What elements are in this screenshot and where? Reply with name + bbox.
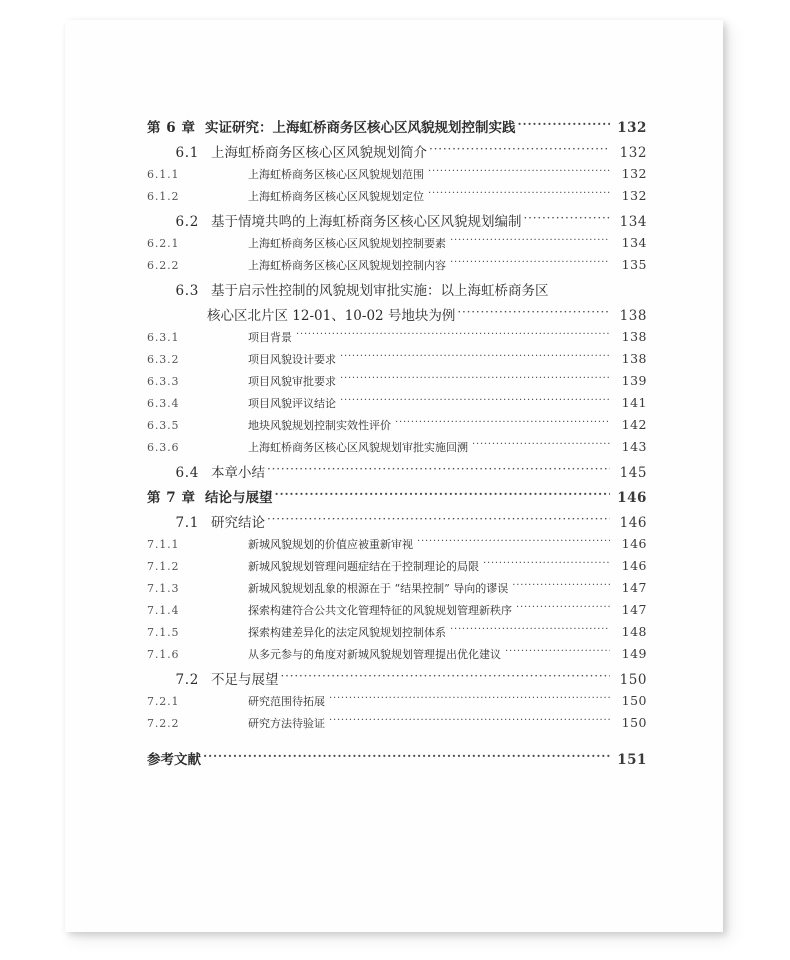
toc-entry-page-number: 145 (619, 465, 647, 481)
toc-entry-page-number: 150 (621, 693, 647, 708)
toc-entry-number: 7.1 (175, 515, 199, 531)
toc-entry-page-number: 132 (617, 120, 647, 136)
toc-entry-label: 上海虹桥商务区核心区风貌规划范围 (248, 168, 424, 181)
toc-entry-label: 核心区北片区 12-01、10-02 号地块为例 (207, 308, 456, 324)
toc-dot-leader (450, 625, 610, 636)
toc-dot-leader (472, 440, 610, 451)
toc-entry-label: 项目背景 (248, 331, 292, 344)
toc-entry-page-number: 132 (621, 188, 647, 203)
toc-entry-page-number: 151 (617, 752, 647, 768)
toc-dot-leader (275, 489, 611, 503)
table-of-contents (147, 116, 647, 773)
toc-subsection-entry (147, 715, 647, 737)
toc-entry-number: 6.4 (175, 465, 199, 481)
toc-entry-page-number: 138 (621, 329, 647, 344)
toc-entry-page-number: 147 (621, 580, 647, 595)
toc-dot-leader (267, 514, 610, 528)
toc-entry-number: 第 7 章 (147, 490, 196, 506)
toc-entry-label: 参考文献 (147, 752, 201, 768)
toc-entry-page-number: 146 (621, 558, 647, 573)
toc-subsection-entry (147, 188, 647, 210)
toc-entry-number: 6.1.2 (147, 190, 180, 203)
toc-entry-number: 6.3.4 (147, 397, 180, 410)
toc-entry-label: 研究方法待验证 (248, 717, 325, 730)
toc-entry-page-number: 141 (621, 395, 647, 410)
toc-subsection-entry (147, 439, 647, 461)
toc-entry-label: 新城风貌规划的价值应被重新审视 (248, 538, 413, 551)
toc-entry-label: 基于情境共鸣的上海虹桥商务区核心区风貌规划编制 (211, 214, 522, 230)
toc-dot-leader (267, 464, 610, 478)
toc-dot-leader (395, 418, 610, 429)
toc-entry-label: 新城风貌规划乱象的根源在于 “结果控制” 导向的谬误 (248, 582, 509, 595)
toc-entry-page-number: 146 (617, 490, 647, 506)
toc-dot-leader (483, 559, 610, 570)
toc-entry-label: 项目风貌设计要求 (248, 353, 336, 366)
toc-subsection-entry (147, 558, 647, 580)
toc-dot-leader (505, 647, 610, 658)
toc-entry-page-number: 143 (621, 439, 647, 454)
toc-subsection-entry (147, 417, 647, 439)
toc-entry-number: 6.2.1 (147, 237, 180, 250)
toc-entry-page-number: 134 (619, 214, 647, 230)
toc-entry-page-number: 138 (621, 351, 647, 366)
toc-dot-leader (329, 716, 610, 727)
toc-entry-label: 实证研究：上海虹桥商务区核心区风貌规划控制实践 (205, 120, 516, 136)
toc-subsection-entry (147, 624, 647, 646)
toc-section-entry (147, 461, 647, 486)
toc-subsection-entry (147, 646, 647, 668)
toc-entry-label: 探索构建差异化的法定风貌规划控制体系 (248, 626, 446, 639)
toc-entry-label: 上海虹桥商务区核心区风貌规划控制要素 (248, 237, 446, 250)
toc-dot-leader (340, 396, 610, 407)
toc-entry-number: 6.1.1 (147, 168, 180, 181)
toc-entry-label: 探索构建符合公共文化管理特征的风貌规划管理新秩序 (248, 604, 512, 617)
toc-entry-page-number: 148 (621, 624, 647, 639)
toc-subsection-entry (147, 602, 647, 624)
toc-entry-page-number: 134 (621, 235, 647, 250)
toc-entry-label: 研究范围待拓展 (248, 695, 325, 708)
toc-subsection-entry (147, 351, 647, 373)
toc-entry-number: 6.3.3 (147, 375, 180, 388)
toc-entry-label: 上海虹桥商务区核心区风貌规划定位 (248, 190, 424, 203)
toc-entry-number: 6.2.2 (147, 259, 180, 272)
toc-entry-page-number: 146 (621, 536, 647, 551)
toc-entry-label: 研究结论 (211, 515, 265, 531)
toc-dot-leader (512, 581, 610, 592)
toc-entry-label: 项目风貌评议结论 (248, 397, 336, 410)
toc-entry-number: 7.1.6 (147, 648, 180, 661)
toc-entry-number: 7.1.3 (147, 582, 180, 595)
toc-entry-page-number: 146 (619, 515, 647, 531)
toc-section-entry (147, 210, 647, 235)
toc-entry-label: 上海虹桥商务区核心区风貌规划审批实施回溯 (248, 441, 468, 454)
toc-dot-leader (340, 374, 610, 385)
toc-entry-page-number: 132 (621, 166, 647, 181)
toc-subsection-entry (147, 536, 647, 558)
toc-entry-number: 7.1.5 (147, 626, 180, 639)
toc-section-entry (147, 511, 647, 536)
toc-entry-page-number: 135 (621, 257, 647, 272)
toc-entry-label: 本章小结 (211, 465, 265, 481)
toc-entry-number: 6.1 (175, 145, 199, 161)
toc-dot-leader (417, 537, 610, 548)
toc-entry-number: 6.3.1 (147, 331, 180, 344)
toc-section-entry (147, 279, 647, 304)
toc-entry-page-number: 150 (619, 672, 647, 688)
toc-entry-page-number: 142 (621, 417, 647, 432)
toc-entry-number: 6.3 (175, 283, 199, 299)
toc-entry-label: 上海虹桥商务区核心区风貌规划简介 (211, 145, 427, 161)
toc-entry-number: 7.2.2 (147, 717, 180, 730)
toc-dot-leader (457, 307, 610, 321)
toc-entry-page-number: 150 (621, 715, 647, 730)
toc-chapter-entry (147, 116, 647, 141)
toc-references-entry (147, 748, 647, 773)
toc-dot-leader (518, 119, 611, 133)
toc-entry-number: 6.2 (175, 214, 199, 230)
toc-dot-leader (450, 258, 610, 269)
toc-entry-number: 6.3.2 (147, 353, 180, 366)
toc-entry-page-number: 132 (619, 145, 647, 161)
toc-entry-number: 7.2.1 (147, 695, 180, 708)
toc-entry-number: 第 6 章 (147, 120, 196, 136)
toc-entry-number: 7.1.1 (147, 538, 180, 551)
toc-chapter-entry (147, 486, 647, 511)
toc-entry-label: 项目风貌审批要求 (248, 375, 336, 388)
toc-entry-label: 不足与展望 (211, 672, 279, 688)
toc-entry-number: 6.3.5 (147, 419, 180, 432)
toc-subsection-entry (147, 166, 647, 188)
toc-dot-leader (524, 213, 611, 227)
toc-entry-number: 7.1.2 (147, 560, 180, 573)
toc-subsection-entry (147, 693, 647, 715)
toc-dot-leader (516, 603, 610, 614)
toc-entry-label: 地块风貌规划控制实效性评价 (248, 419, 391, 432)
book-page (65, 20, 723, 932)
toc-entry-label: 上海虹桥商务区核心区风貌规划控制内容 (248, 259, 446, 272)
toc-entry-label: 基于启示性控制的风貌规划审批实施：以上海虹桥商务区 (211, 283, 549, 299)
toc-entry-page-number: 147 (621, 602, 647, 617)
toc-subsection-entry (147, 257, 647, 279)
toc-section-entry-continuation (147, 304, 647, 329)
toc-entry-number: 6.3.6 (147, 441, 180, 454)
toc-dot-leader (340, 352, 610, 363)
toc-subsection-entry (147, 580, 647, 602)
toc-dot-leader (428, 167, 610, 178)
toc-subsection-entry (147, 235, 647, 257)
toc-entry-page-number: 138 (619, 308, 647, 324)
toc-entry-label: 从多元参与的角度对新城风貌规划管理提出优化建议 (248, 648, 501, 661)
toc-entry-page-number: 149 (621, 646, 647, 661)
toc-dot-leader (329, 694, 610, 705)
toc-subsection-entry (147, 329, 647, 351)
toc-entry-number: 7.1.4 (147, 604, 180, 617)
toc-section-entry (147, 141, 647, 166)
toc-entry-page-number: 139 (621, 373, 647, 388)
toc-entry-number: 7.2 (175, 672, 199, 688)
toc-dot-leader (428, 189, 610, 200)
toc-subsection-entry (147, 373, 647, 395)
toc-subsection-entry (147, 395, 647, 417)
toc-entry-label: 新城风貌规划管理问题症结在于控制理论的局限 (248, 560, 479, 573)
toc-section-entry (147, 668, 647, 693)
toc-dot-leader (296, 330, 610, 341)
toc-entry-label: 结论与展望 (205, 490, 273, 506)
toc-dot-leader (450, 236, 610, 247)
toc-dot-leader (429, 144, 610, 158)
toc-dot-leader (203, 751, 610, 765)
toc-dot-leader (281, 671, 611, 685)
